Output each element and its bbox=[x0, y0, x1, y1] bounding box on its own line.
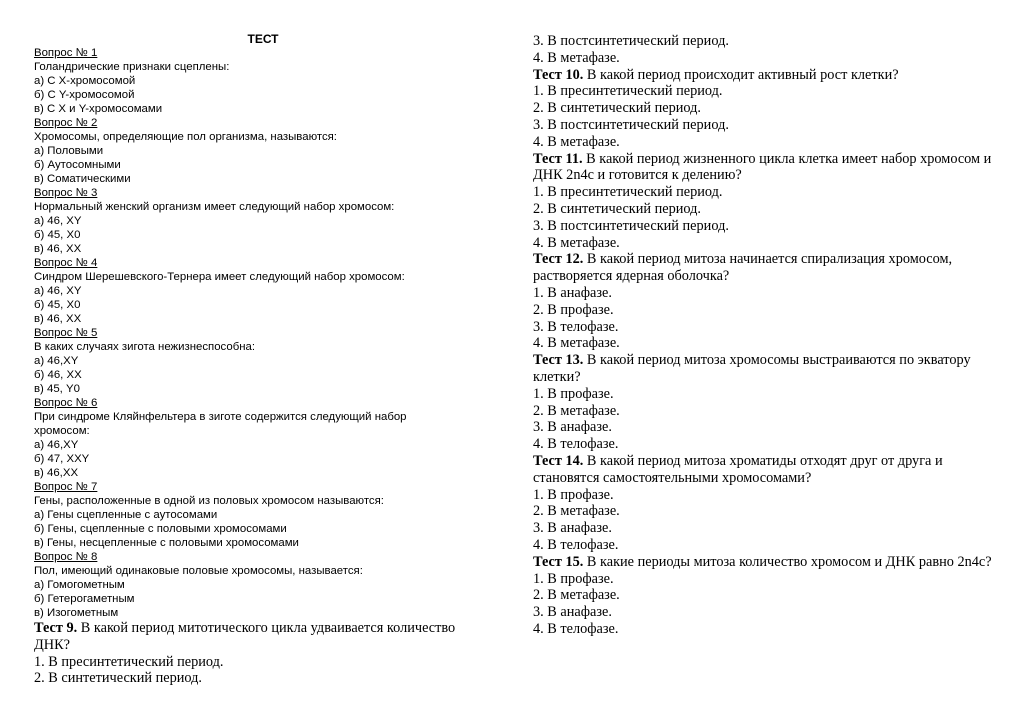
text-line: б) 45, X0 bbox=[34, 229, 81, 241]
text-line: в) 45, Y0 bbox=[34, 383, 80, 395]
test-number: Тест 10. bbox=[533, 66, 584, 83]
text-line: 2. В синтетический период. bbox=[533, 100, 701, 117]
text-line: 4. В метафазе. bbox=[533, 49, 620, 66]
text-line: 1. В профазе. bbox=[533, 570, 614, 587]
test-question bbox=[533, 251, 993, 285]
text-line: Синдром Шерешевского-Тернера имеет следующий набор хромосом: bbox=[34, 271, 405, 283]
text-line: а) Гены сцепленные с аутосомами bbox=[34, 509, 218, 521]
text-line: 2. В метафазе. bbox=[533, 402, 620, 419]
text-line: 3. В постсинтетический период. bbox=[533, 217, 729, 234]
test-number: Тест 11. bbox=[533, 150, 583, 167]
text-line: 4. В телофазе. bbox=[533, 620, 619, 637]
question-heading: Вопрос № 2 bbox=[34, 117, 98, 129]
text-line: 3. В анафазе. bbox=[533, 419, 612, 436]
text-line: Гены, расположенные в одной из половых хромосом называются: bbox=[34, 495, 384, 507]
question-heading: Вопрос № 5 bbox=[34, 327, 98, 339]
text-line: 4. В метафазе. bbox=[533, 335, 620, 352]
text-line: Нормальный женский организм имеет следующий набор хромосом: bbox=[34, 201, 395, 213]
text-line: 2. В метафазе. bbox=[533, 587, 620, 604]
question-heading: Вопрос № 1 bbox=[34, 47, 98, 59]
question-heading: Вопрос № 7 bbox=[34, 481, 98, 493]
text-line: в) 46, XX bbox=[34, 243, 82, 255]
test-question bbox=[533, 151, 993, 185]
text-line: 1. В анафазе. bbox=[533, 284, 612, 301]
test-number: Тест 15. bbox=[533, 553, 584, 570]
text-line: 1. В пресинтетический период. bbox=[533, 83, 723, 100]
test-question bbox=[533, 554, 993, 571]
text-line: 2. В синтетический период. bbox=[34, 670, 202, 687]
text-line: При синдроме Кляйнфельтера в зиготе содержится следующий набор bbox=[34, 411, 407, 423]
text-line: в) 46, XX bbox=[34, 313, 82, 325]
question-heading: Вопрос № 6 bbox=[34, 397, 98, 409]
text-line: Пол, имеющий одинаковые половые хромосомы, называется: bbox=[34, 565, 363, 577]
question-text: В какой период жизненного цикла клетка имеет набор хромосом и ДНК 2n4c и готовится к делению? bbox=[533, 150, 992, 184]
question-text: В какие периоды митоза количество хромосом и ДНК равно 2n4c? bbox=[583, 553, 992, 570]
question-heading: Вопрос № 8 bbox=[34, 551, 98, 563]
question-text: В какой период происходит активный рост клетки? bbox=[583, 66, 899, 83]
text-line: б) 45, X0 bbox=[34, 299, 81, 311]
text-line: в) 46,XX bbox=[34, 467, 79, 479]
text-line: в) Изогометным bbox=[34, 607, 119, 619]
test-number: Тест 9. bbox=[34, 620, 78, 636]
text-line: а) 46,XY bbox=[34, 355, 79, 367]
text-line: 1. В профазе. bbox=[533, 385, 614, 402]
text-line: б) Аутосомными bbox=[34, 159, 121, 171]
text-line: 3. В анафазе. bbox=[533, 520, 612, 537]
test-question bbox=[533, 453, 993, 487]
text-line: 2. В синтетический период. bbox=[533, 200, 701, 217]
text-line: в) Соматическими bbox=[34, 173, 131, 185]
text-line: а) 46, XY bbox=[34, 215, 82, 227]
text-line: 1. В профазе. bbox=[533, 486, 614, 503]
text-line: 3. В телофазе. bbox=[533, 318, 619, 335]
question-heading: Вопрос № 3 bbox=[34, 187, 98, 199]
text-line: 2. В метафазе. bbox=[533, 503, 620, 520]
text-line: 3. В постсинтетический период. bbox=[533, 116, 729, 133]
test-question bbox=[34, 620, 489, 654]
text-line: б) С Y-хромосомой bbox=[34, 89, 135, 101]
question-heading: Вопрос № 4 bbox=[34, 257, 98, 269]
question-text: В какой период митоза начинается спирализация хромосом, растворяется ядерная оболочка? bbox=[533, 251, 953, 285]
right-column bbox=[533, 33, 993, 638]
text-line: 1. В пресинтетический период. bbox=[34, 653, 224, 670]
text-line: 3. В постсинтетический период. bbox=[533, 33, 729, 49]
page-title: ТЕСТ bbox=[247, 32, 279, 46]
test-number: Тест 12. bbox=[533, 251, 584, 268]
test-number: Тест 14. bbox=[533, 452, 584, 469]
question-text: В какой период митоза хромосомы выстраиваются по экватору клетки? bbox=[533, 352, 971, 385]
text-line: б) 46, XX bbox=[34, 369, 82, 381]
left-column bbox=[34, 32, 489, 687]
question-text: В какой период митотического цикла удваивается количество ДНК? bbox=[34, 620, 456, 653]
text-line: а) 46,XY bbox=[34, 439, 79, 451]
text-line: а) 46, XY bbox=[34, 285, 82, 297]
text-line: хромосом: bbox=[34, 425, 90, 437]
text-line: в) Гены, несцепленные с половыми хромосомами bbox=[34, 537, 299, 549]
text-line: Хромосомы, определяющие пол организма, называются: bbox=[34, 131, 337, 143]
text-line: 2. В профазе. bbox=[533, 301, 614, 318]
text-line: 4. В телофазе. bbox=[533, 536, 619, 553]
text-line: 3. В анафазе. bbox=[533, 604, 612, 621]
text-line: а) Половыми bbox=[34, 145, 104, 157]
text-line: Голандрические признаки сцеплены: bbox=[34, 61, 230, 73]
text-line: б) Гетерогаметным bbox=[34, 593, 135, 605]
text-line: б) Гены, сцепленные с половыми хромосомами bbox=[34, 523, 287, 535]
text-line: б) 47, XXY bbox=[34, 453, 90, 465]
question-text: В какой период митоза хроматиды отходят друг от друга и становятся самостоятельными хромосомами? bbox=[533, 452, 943, 486]
text-line: в) С X и Y-хромосомами bbox=[34, 103, 163, 115]
text-line: а) Гомогометным bbox=[34, 579, 125, 591]
text-line: 4. В телофазе. bbox=[533, 436, 619, 453]
test-question bbox=[533, 67, 993, 84]
text-line: 4. В метафазе. bbox=[533, 133, 620, 150]
text-line: 1. В пресинтетический период. bbox=[533, 184, 723, 201]
text-line: В каких случаях зигота нежизнеспособна: bbox=[34, 341, 256, 353]
test-question bbox=[533, 352, 993, 386]
test-number: Тест 13. bbox=[533, 352, 584, 369]
text-line: 4. В метафазе. bbox=[533, 234, 620, 251]
text-line: а) С X-хромосомой bbox=[34, 75, 136, 87]
